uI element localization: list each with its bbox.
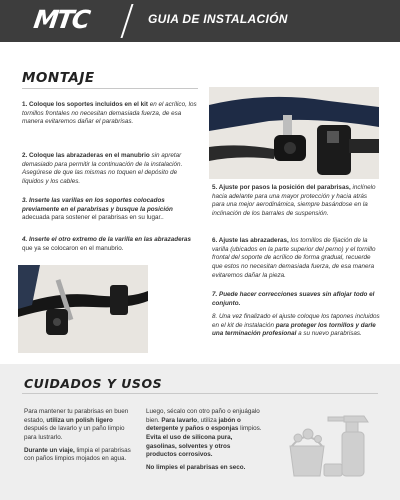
- page-title: GUIA DE INSTALACIÓN: [148, 12, 288, 26]
- step-8: 8. Una vez finalizado el ajuste coloque los tapones incluidos en el kit de instalación para proteger los tornillos y darle una terminación profesional a su nuevo parabrisas.: [212, 313, 380, 338]
- care-paragraph: Durante un viaje, limpia el parabrisas con paños limpios mojados en agua.: [24, 446, 131, 463]
- care-paragraph: Para mantener tu parabrisas en buen estado, utiliza un polish ligero después de lavarlo y un paño limpio para lustrarlo.: [24, 408, 129, 442]
- step-2: 2. Coloque las abrazaderas en el manubrio sin apretar demasiado para permitir la continuación de la instalación. Asegúrese de que las mismas no toquen el depósito de líquidos y los cables.: [22, 152, 183, 186]
- handlebar-photo: [18, 265, 148, 353]
- care-column-2: [146, 408, 262, 477]
- montaje-title: MONTAJE: [22, 70, 95, 86]
- care-title: CUIDADOS Y USOS: [24, 376, 163, 391]
- step-5: 5. Ajuste por pasos la posición del parabrisas, inclínelo hacia adelante para una mayor protección y hacia atrás para una mejor aerodinámica, siempre basándose en la inclinación de los barrales de suspensión.: [212, 184, 376, 218]
- care-column-1: [24, 408, 138, 468]
- mount-detail-photo: [209, 87, 379, 179]
- step-4: 4. Inserte el otro extremo de la varilla en las abrazaderas que ya se colocaron en el manubrio.: [22, 236, 192, 252]
- step-6: 6. Ajuste las abrazaderas, los tornillos de fijación de la varilla (ubicados en la parte superior del perno) y el tornillo frontal del soporte de acrílico de forma gradual, recuerde que estos no necesitan demasiada fuerza, de esa manera evitaremos dañar la pieza.: [212, 237, 376, 279]
- care-rule: [22, 393, 378, 394]
- page-header: [0, 0, 400, 42]
- montaje-rule: [22, 88, 198, 89]
- step-1: 1. Coloque los soportes incluidos en el kit en el acrílico, los tornillos frontales no necesitan demasiada fuerza, de esa manera evitaremos dañar el parabrisas.: [22, 101, 197, 126]
- cleaning-supplies-icon: [284, 402, 380, 480]
- brand-logo: MTC: [31, 5, 91, 34]
- step-3: 3. Inserte las varillas en los soportes colocados previamente en el parabrisas y busque la posición adecuada para sostener el parabrisas en su lugar..: [22, 197, 173, 222]
- care-paragraph: No limpies el parabrisas en seco.: [146, 464, 246, 472]
- step-7: 7. Puede hacer correcciones suaves sin aflojar todo el conjunto.: [212, 291, 375, 307]
- care-paragraph: Luego, sécalo con otro paño o enjuágalo bien. Para lavarlo, utiliza jabón o detergente y paños o esponjas limpios. Evita el uso de silicona pura, gasolinas, solventes y otros productos corrosivos.: [146, 408, 262, 459]
- header-divider: [120, 4, 133, 38]
